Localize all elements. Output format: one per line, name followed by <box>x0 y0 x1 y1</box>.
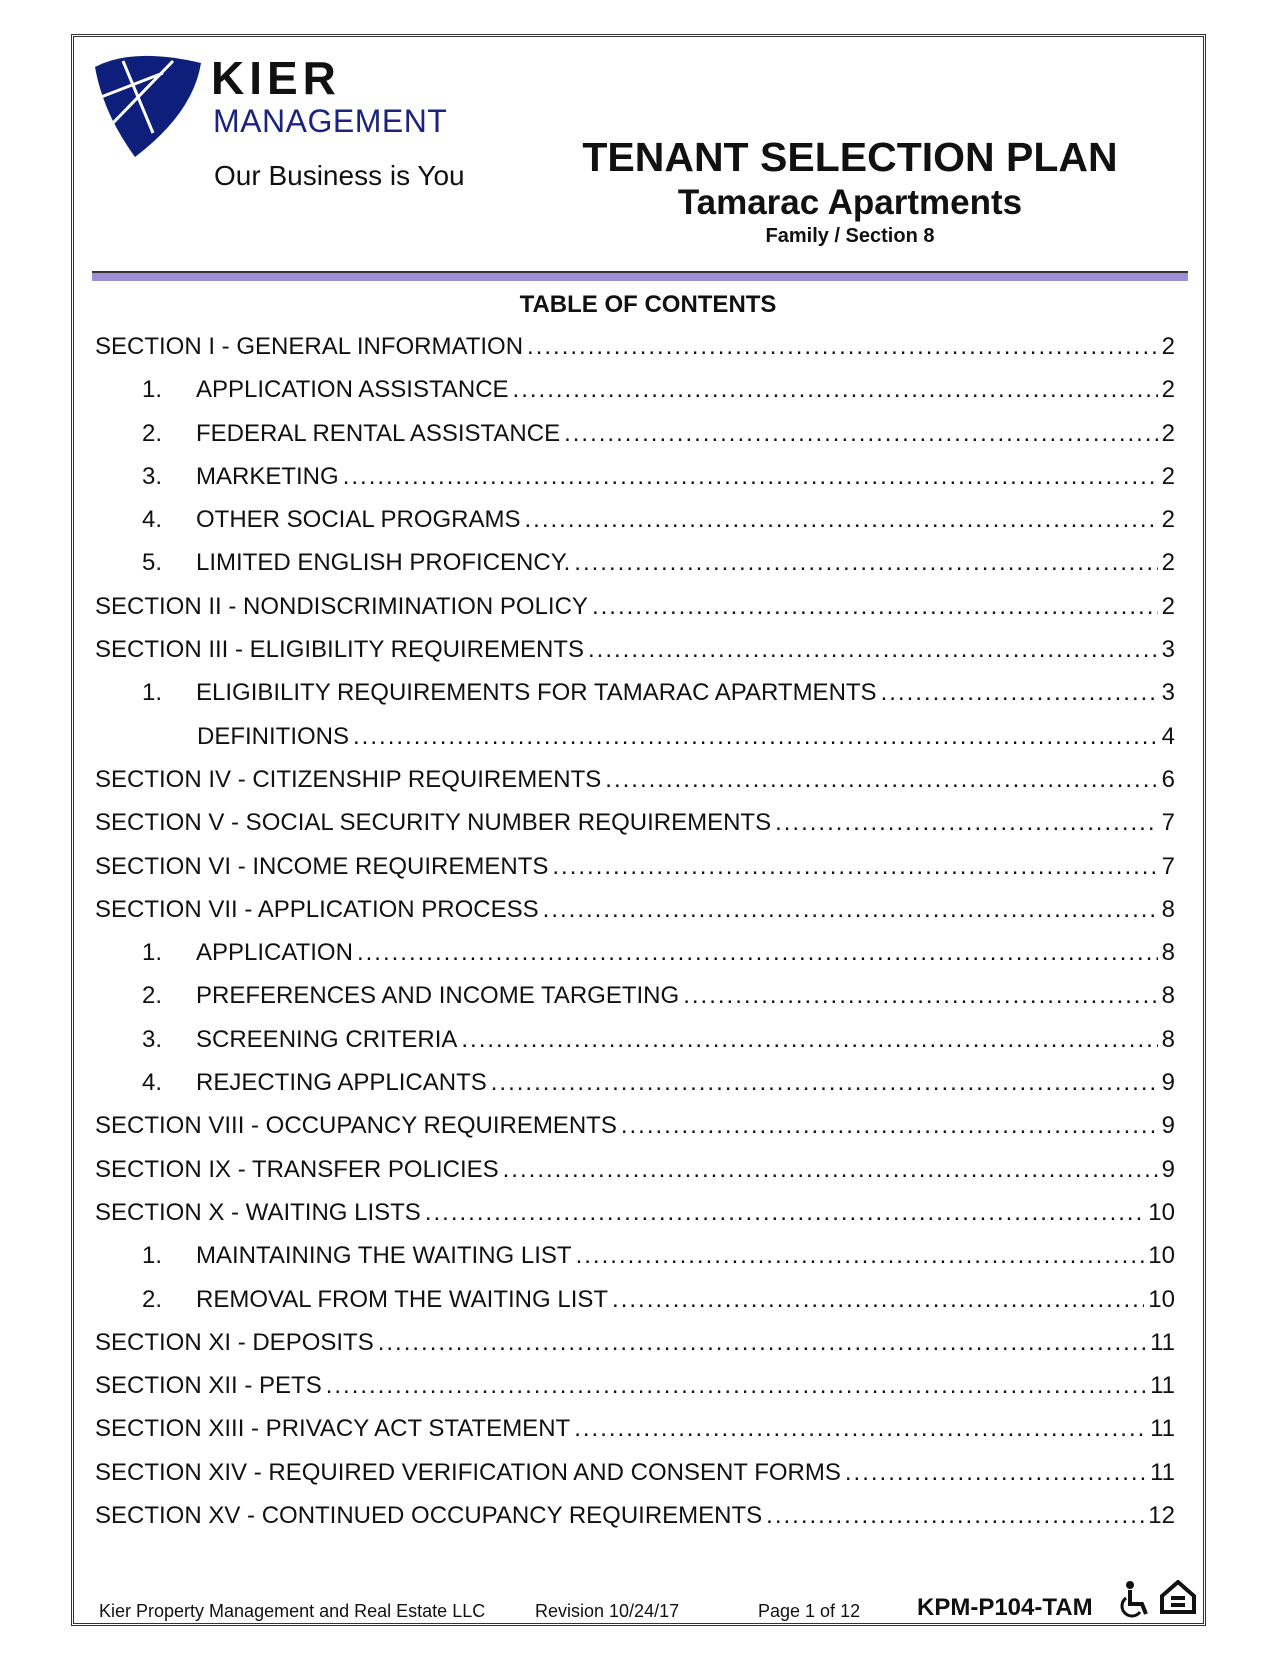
toc-entry-page: 2 <box>1161 462 1175 490</box>
dot-leader <box>845 1459 1146 1487</box>
toc-entry[interactable] <box>95 939 1175 982</box>
toc-entry-page: 3 <box>1161 679 1175 707</box>
toc-entry-number: 3. <box>142 462 163 490</box>
dot-leader <box>425 1199 1144 1227</box>
dot-leader <box>592 593 1158 621</box>
kier-logo <box>93 52 448 157</box>
toc-entry[interactable] <box>95 1156 1175 1199</box>
wheelchair-accessible-icon <box>1118 1580 1154 1620</box>
header-divider <box>92 271 1188 281</box>
dot-leader <box>357 939 1158 967</box>
dot-leader <box>766 1502 1144 1530</box>
toc-entry[interactable] <box>95 1112 1175 1155</box>
toc-entry[interactable] <box>95 1329 1175 1372</box>
toc-entry-page: 11 <box>1150 1372 1175 1400</box>
toc-entry-number: 1. <box>142 939 163 967</box>
dot-leader <box>503 1156 1158 1184</box>
dot-leader <box>564 420 1158 448</box>
toc-entry-title: MAINTAINING THE WAITING LIST <box>196 1242 572 1270</box>
toc-entry[interactable] <box>95 636 1175 679</box>
toc-entry[interactable] <box>95 1069 1175 1112</box>
toc-entry[interactable] <box>95 1026 1175 1069</box>
toc-entry-title: SECTION VI - INCOME REQUIREMENTS <box>95 852 549 880</box>
toc-entry-number: 5. <box>142 549 163 577</box>
dot-leader <box>574 549 1157 577</box>
toc-entry-page: 10 <box>1148 1242 1175 1270</box>
toc-entry-page: 8 <box>1161 939 1175 967</box>
dot-leader <box>378 1329 1146 1357</box>
toc-entry-page: 9 <box>1161 1112 1175 1140</box>
program-type: Family / Section 8 <box>765 225 935 247</box>
toc-entry-page: 8 <box>1161 895 1175 923</box>
toc-entry-page: 2 <box>1161 549 1175 577</box>
toc-entry-page: 2 <box>1161 333 1175 360</box>
toc-entry[interactable] <box>95 506 1175 549</box>
dot-leader <box>491 1069 1158 1097</box>
toc-entry-title: SECTION XII - PETS <box>95 1372 322 1400</box>
toc-entry[interactable] <box>95 1199 1175 1242</box>
toc-entry-title: REMOVAL FROM THE WAITING LIST <box>196 1285 609 1313</box>
toc-entry-page: 11 <box>1150 1458 1175 1486</box>
dot-leader <box>881 679 1158 707</box>
toc-entry-title: SECTION IV - CITIZENSHIP REQUIREMENTS <box>95 765 602 793</box>
document-code: KPM-P104-TAM <box>917 1594 1093 1621</box>
toc-entry[interactable] <box>95 853 1175 896</box>
toc-entry[interactable] <box>95 1372 1175 1415</box>
toc-entry-page: 2 <box>1161 419 1175 447</box>
footer-page-number: Page 1 of 12 <box>758 1601 861 1621</box>
toc-entry-page: 9 <box>1161 1155 1175 1183</box>
toc-entry-title: APPLICATION <box>196 939 353 967</box>
toc-entry-title: SECTION V - SOCIAL SECURITY NUMBER REQUIREMENTS <box>95 809 772 837</box>
dot-leader <box>525 506 1158 534</box>
dot-leader <box>543 896 1158 924</box>
toc-entry[interactable] <box>95 1286 1175 1329</box>
shield-logo-icon <box>93 53 203 157</box>
toc-entry-number: 4. <box>142 506 163 534</box>
toc-entry-page: 11 <box>1150 1415 1175 1443</box>
toc-entry-title: SECTION I - GENERAL INFORMATION <box>95 333 524 360</box>
toc-entry-title: REJECTING APPLICANTS <box>196 1069 487 1097</box>
toc-entry[interactable] <box>95 549 1175 592</box>
toc-entry-page: 2 <box>1161 376 1175 404</box>
dot-leader <box>621 1112 1158 1140</box>
footer-revision: Revision 10/24/17 <box>535 1601 680 1621</box>
dot-leader <box>588 636 1158 664</box>
toc-entry[interactable] <box>95 1459 1175 1502</box>
table-of-contents <box>95 333 1175 1545</box>
toc-entry-title: MARKETING <box>196 462 339 490</box>
toc-entry-number: 2. <box>142 419 163 447</box>
toc-entry-title: APPLICATION ASSISTANCE <box>196 376 509 404</box>
toc-entry[interactable] <box>95 766 1175 809</box>
toc-entry-title: PREFERENCES AND INCOME TARGETING <box>196 982 680 1010</box>
toc-entry[interactable] <box>95 333 1175 376</box>
toc-entry[interactable] <box>95 1242 1175 1285</box>
toc-entry-page: 8 <box>1161 982 1175 1010</box>
toc-entry[interactable] <box>95 723 1175 766</box>
toc-entry-title: SECTION VIII - OCCUPANCY REQUIREMENTS <box>95 1112 617 1140</box>
toc-entry-page: 2 <box>1161 506 1175 534</box>
equal-housing-icon <box>1160 1580 1196 1620</box>
toc-entry-page: 7 <box>1161 809 1175 837</box>
toc-entry-title: FEDERAL RENTAL ASSISTANCE <box>196 419 561 447</box>
toc-entry[interactable] <box>95 679 1175 722</box>
dot-leader <box>576 1242 1145 1270</box>
toc-entry-page: 2 <box>1161 592 1175 620</box>
toc-entry-number: 2. <box>142 1285 163 1313</box>
toc-entry-title: SECTION XI - DEPOSITS <box>95 1328 374 1356</box>
dot-leader <box>574 1415 1146 1443</box>
dot-leader <box>605 766 1157 794</box>
toc-entry-title: SECTION XIII - PRIVACY ACT STATEMENT <box>95 1415 571 1443</box>
toc-entry[interactable] <box>95 420 1175 463</box>
toc-entry[interactable] <box>95 376 1175 419</box>
toc-entry-page: 6 <box>1161 765 1175 793</box>
property-name: Tamarac Apartments <box>677 183 1023 222</box>
toc-entry-page: 10 <box>1148 1285 1175 1313</box>
toc-entry-page: 12 <box>1148 1502 1175 1530</box>
toc-entry-title: LIMITED ENGLISH PROFICENCY. <box>196 549 571 577</box>
toc-entry[interactable] <box>95 896 1175 939</box>
logo-name: KIER <box>211 52 341 104</box>
dot-leader <box>683 982 1157 1010</box>
toc-entry-number: 4. <box>142 1069 163 1097</box>
footer-company: Kier Property Management and Real Estate LLC <box>99 1601 486 1621</box>
dot-leader <box>552 853 1157 881</box>
dot-leader <box>461 1026 1157 1054</box>
toc-entry-title: OTHER SOCIAL PROGRAMS <box>196 506 521 534</box>
logo-subtitle: MANAGEMENT <box>213 103 448 139</box>
dot-leader <box>513 376 1158 404</box>
dot-leader <box>343 463 1158 491</box>
toc-entry[interactable] <box>95 1502 1175 1545</box>
tagline: Our Business is You <box>214 160 465 191</box>
toc-entry[interactable] <box>95 1415 1175 1458</box>
toc-entry-page: 10 <box>1148 1198 1175 1226</box>
dot-leader <box>612 1286 1144 1314</box>
toc-entry-title: DEFINITIONS <box>197 722 350 750</box>
toc-title: TABLE OF CONTENTS <box>519 291 777 318</box>
toc-entry-title: SECTION X - WAITING LISTS <box>95 1198 421 1226</box>
toc-entry-number: 1. <box>142 679 163 707</box>
toc-entry-number: 1. <box>142 376 163 404</box>
dot-leader <box>326 1372 1146 1400</box>
toc-entry-title: SECTION III - ELIGIBILITY REQUIREMENTS <box>95 636 584 664</box>
toc-entry-page: 9 <box>1161 1069 1175 1097</box>
toc-entry-page: 4 <box>1161 722 1175 750</box>
toc-entry-number: 1. <box>142 1242 163 1270</box>
document-title: TENANT SELECTION PLAN <box>582 134 1118 180</box>
toc-entry-title: SECTION II - NONDISCRIMINATION POLICY <box>95 592 588 620</box>
toc-entry-title: SECTION IX - TRANSFER POLICIES <box>95 1155 499 1183</box>
toc-entry-title: SCREENING CRITERIA <box>196 1025 458 1053</box>
toc-entry[interactable] <box>95 809 1175 852</box>
toc-entry-page: 11 <box>1150 1328 1175 1356</box>
toc-entry[interactable] <box>95 463 1175 506</box>
dot-leader <box>353 723 1158 751</box>
toc-entry[interactable] <box>95 982 1175 1025</box>
toc-entry-number: 3. <box>142 1025 163 1053</box>
toc-entry-page: 3 <box>1161 636 1175 664</box>
toc-entry-page: 8 <box>1161 1025 1175 1053</box>
toc-entry[interactable] <box>95 593 1175 636</box>
toc-entry-title: ELIGIBILITY REQUIREMENTS FOR TAMARAC APARTMENTS <box>196 679 877 707</box>
toc-entry-title: SECTION VII - APPLICATION PROCESS <box>95 895 539 923</box>
toc-entry-title: SECTION XV - CONTINUED OCCUPANCY REQUIREMENTS <box>95 1502 763 1530</box>
dot-leader <box>775 809 1158 837</box>
toc-entry-number: 2. <box>142 982 163 1010</box>
toc-entry-title: SECTION XIV - REQUIRED VERIFICATION AND CONSENT FORMS <box>95 1458 841 1486</box>
toc-entry-page: 7 <box>1161 852 1175 880</box>
dot-leader <box>527 333 1158 361</box>
